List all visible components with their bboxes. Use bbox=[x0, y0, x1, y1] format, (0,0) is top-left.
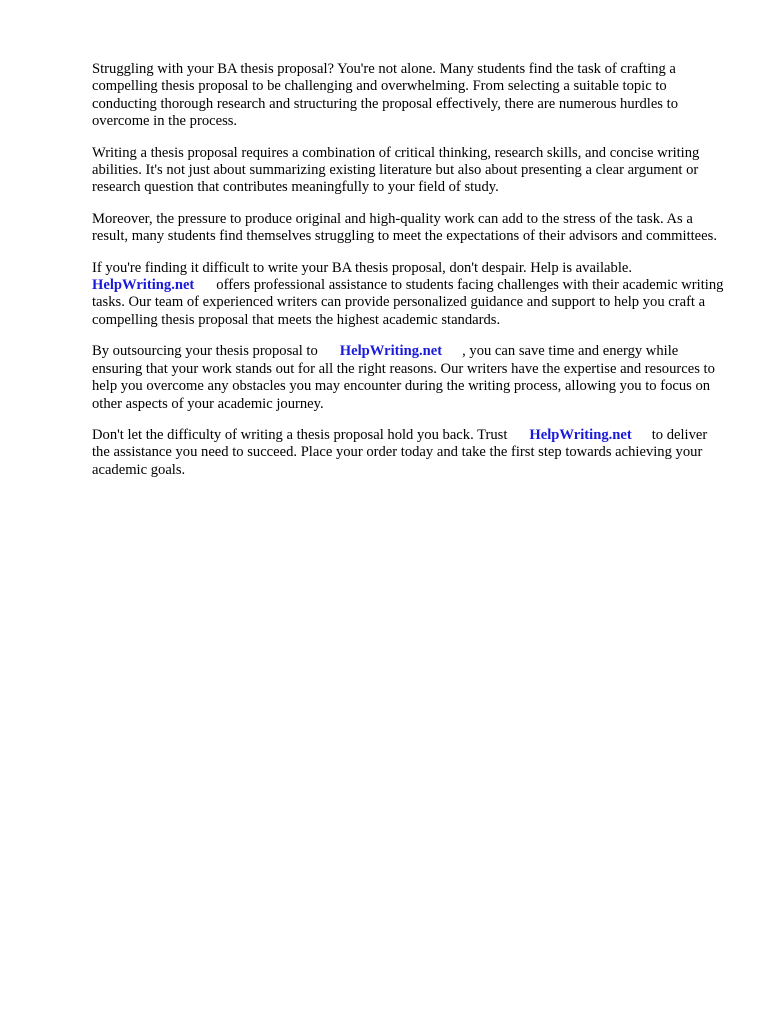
paragraph-requirements bbox=[92, 145, 724, 197]
paragraph-text-after: offers professional assistance to students facing challenges with their academic writing tasks. Our team of experienced writers can provide personalized guidance and support to help you craft a compelling thesis proposal that meets the highest academic standards. bbox=[92, 277, 724, 328]
paragraph-outsourcing bbox=[92, 343, 724, 413]
paragraph-text: Struggling with your BA thesis proposal? You're not alone. Many students find the task of crafting a compelling thesis proposal to be challenging and overwhelming. From selecting a suitable topic to conducting thorough research and structuring the proposal effectively, there are numerous hurdles to overcome in the process. bbox=[92, 61, 678, 130]
document-page bbox=[92, 61, 724, 493]
paragraph-text-after: to deliver the assistance you need to succeed. Place your order today and take the first step towards achieving your academic goals. bbox=[92, 426, 708, 478]
paragraph-text: Writing a thesis proposal requires a combination of critical thinking, research skills, and concise writing abilities. It's not just about summarizing existing literature but also about presenting a clear argument or research question that contributes meaningfully to your field of study. bbox=[92, 144, 700, 196]
paragraph-intro bbox=[92, 61, 724, 131]
paragraph-text: Moreover, the pressure to produce original and high-quality work can add to the stress of the task. As a result, many students find themselves struggling to meet the expectations of their advisors and committees. bbox=[92, 210, 717, 245]
paragraph-call-to-action bbox=[92, 427, 724, 479]
paragraph-text-before: If you're finding it difficult to write your BA thesis proposal, don't despair. Help is available. bbox=[92, 259, 632, 276]
helpwriting-link[interactable]: HelpWriting.net bbox=[339, 343, 443, 360]
paragraph-text-before: By outsourcing your thesis proposal to bbox=[92, 343, 318, 360]
paragraph-pressure bbox=[92, 211, 724, 246]
paragraph-help bbox=[92, 260, 724, 330]
paragraph-text-before: Don't let the difficulty of writing a thesis proposal hold you back. Trust bbox=[92, 426, 508, 443]
helpwriting-link[interactable]: HelpWriting.net bbox=[92, 277, 195, 294]
paragraph-text-after: , you can save time and energy while ensuring that your work stands out for all the right reasons. Our writers have the expertise and resources to help you overcome any obstacles you may encounter during the writing process, allowing you to focus on other aspects of your academic journey. bbox=[92, 343, 715, 412]
helpwriting-link[interactable]: HelpWriting.net bbox=[529, 426, 632, 443]
